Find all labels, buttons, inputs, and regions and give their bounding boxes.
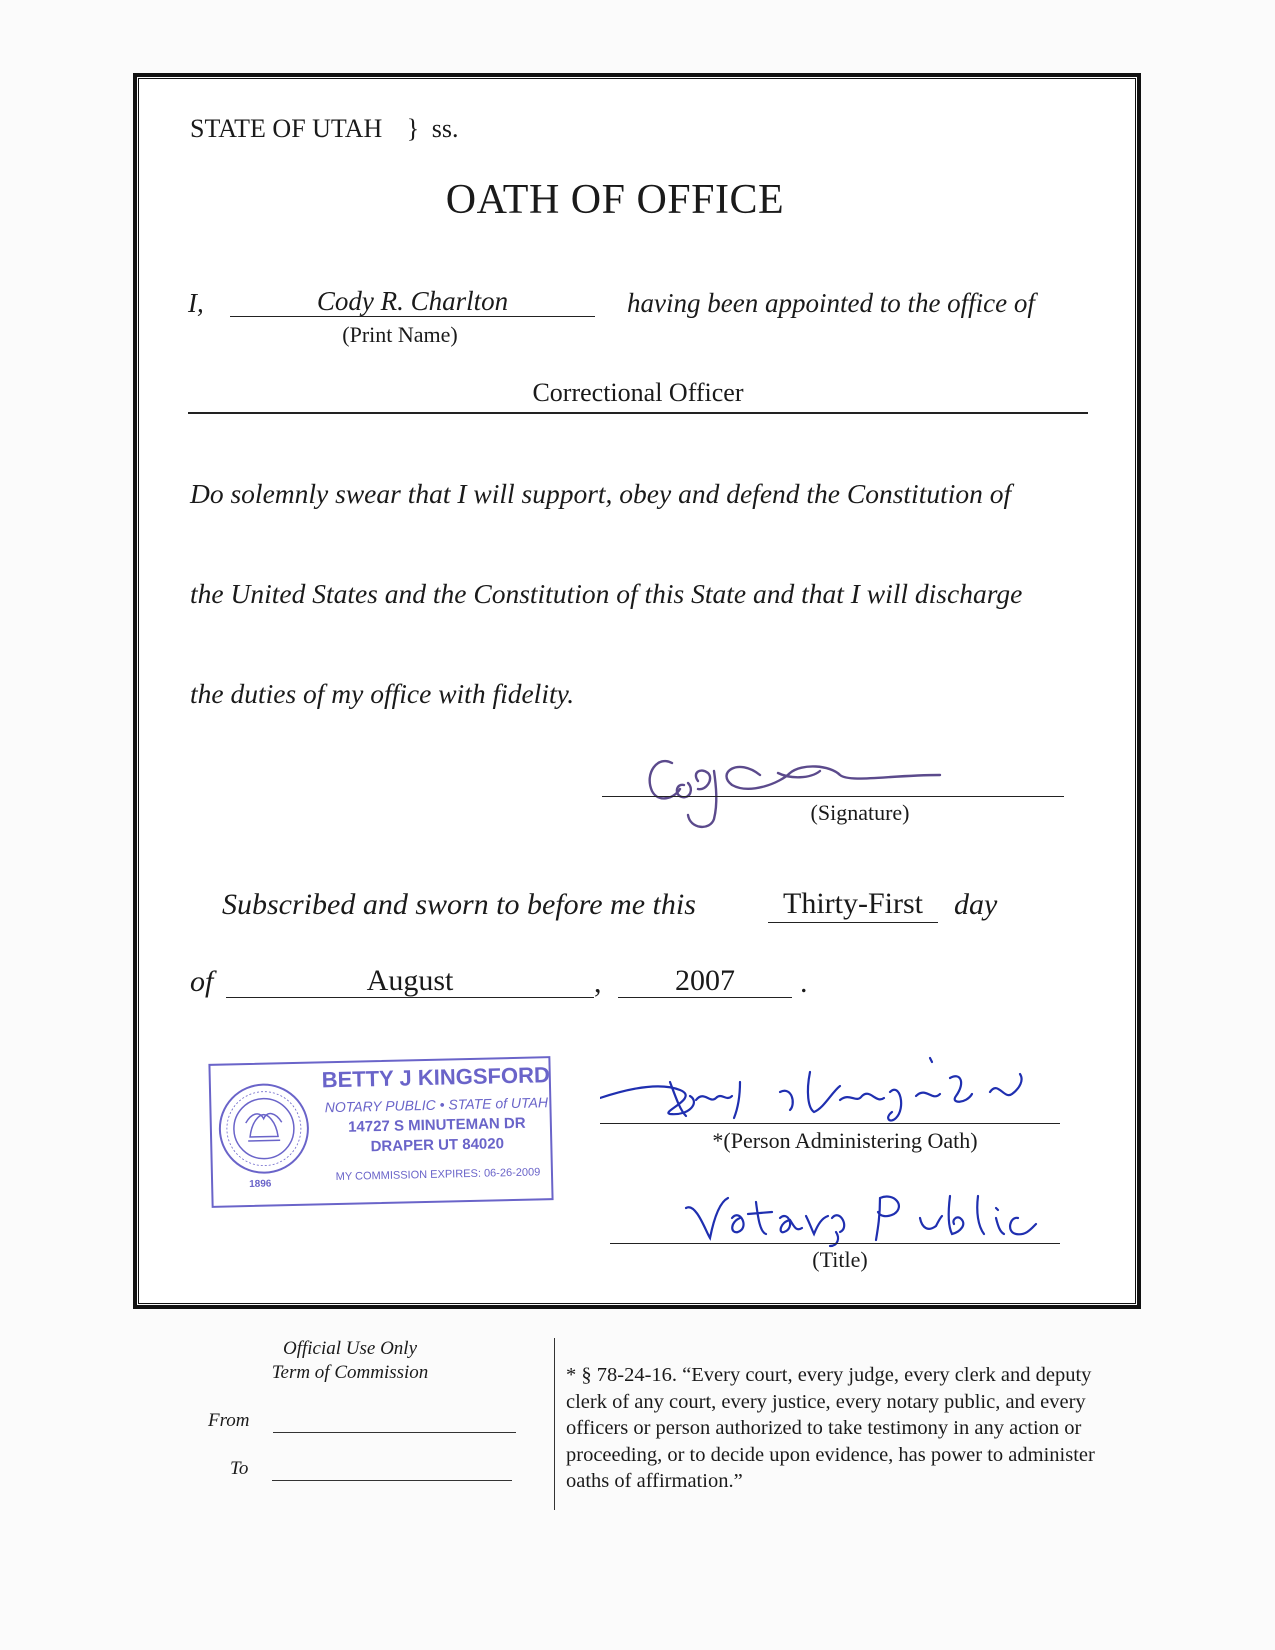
print-name-value: Cody R. Charlton [316,286,509,316]
state-text: STATE OF UTAH [190,114,383,143]
notary-title-handwriting [680,1188,1060,1248]
to-line [272,1480,512,1481]
period: . [800,966,808,999]
term-of-commission-label: Term of Commission [271,1362,429,1383]
notary-stamp [208,1056,553,1208]
appointed-text: having been appointed to the office of [627,288,1035,318]
footer-divider [554,1338,555,1510]
comma: , [594,966,602,999]
print-name-line [230,316,595,317]
office-line [188,412,1088,414]
stamp-name: BETTY J KINGSFORD [321,1062,551,1093]
office-value: Correctional Officer [532,378,744,407]
stamp-line-4: DRAPER UT 84020 [370,1135,505,1156]
title-caption: (Title) [812,1247,868,1272]
stamp-line-2: NOTARY PUBLIC • STATE of UTAH [324,1094,549,1116]
administrator-caption: *(Person Administering Oath) [712,1128,978,1153]
print-name-caption: (Print Name) [342,322,458,347]
state-seal-icon [215,1080,313,1178]
oath-line-3: the duties of my office with fidelity. [190,678,575,709]
day-value: Thirty-First [783,887,923,920]
administrator-line [600,1123,1060,1124]
ss-text: ss. [431,114,459,143]
month-line [226,997,594,998]
year-value: 2007 [675,964,735,997]
signature-caption: (Signature) [810,800,910,825]
day-label: day [954,888,998,921]
oath-line-1: Do solemnly swear that I will support, obey and defend the Constitution of [190,478,1012,509]
month-value: August [366,964,454,997]
year-line [618,997,792,998]
administrator-signature [600,1052,1060,1137]
title-line [610,1243,1060,1244]
to-label: To [230,1458,249,1479]
document-title: OATH OF OFFICE [445,177,785,223]
seal-year: 1896 [249,1178,272,1191]
oath-line-2: the United States and the Constitution of this State and that I will discharge [190,578,1023,609]
of-label: of [190,965,214,998]
statute-text: * § 78-24-16. “Every court, every judge, every clerk and deputy clerk of any court, every justice, every notary public, and every officers or person authorized to take testimony in any action or proceeding, or to decide upon evidence, has power to administer oaths of affirmation.” [566,1364,1095,1492]
stamp-line-3: 14727 S MINUTEMAN DR [347,1114,526,1136]
subscribed-text: Subscribed and sworn to before me this [222,888,696,921]
day-line [768,922,938,923]
official-use-label: Official Use Only [282,1338,418,1359]
i-label: I, [188,288,204,318]
signature-line [602,796,1064,797]
from-label: From [208,1410,250,1431]
brace: } [406,114,420,143]
state-label [190,114,459,144]
from-line [273,1432,516,1433]
stamp-line-5: MY COMMISSION EXPIRES: 06-26-2009 [335,1166,541,1184]
